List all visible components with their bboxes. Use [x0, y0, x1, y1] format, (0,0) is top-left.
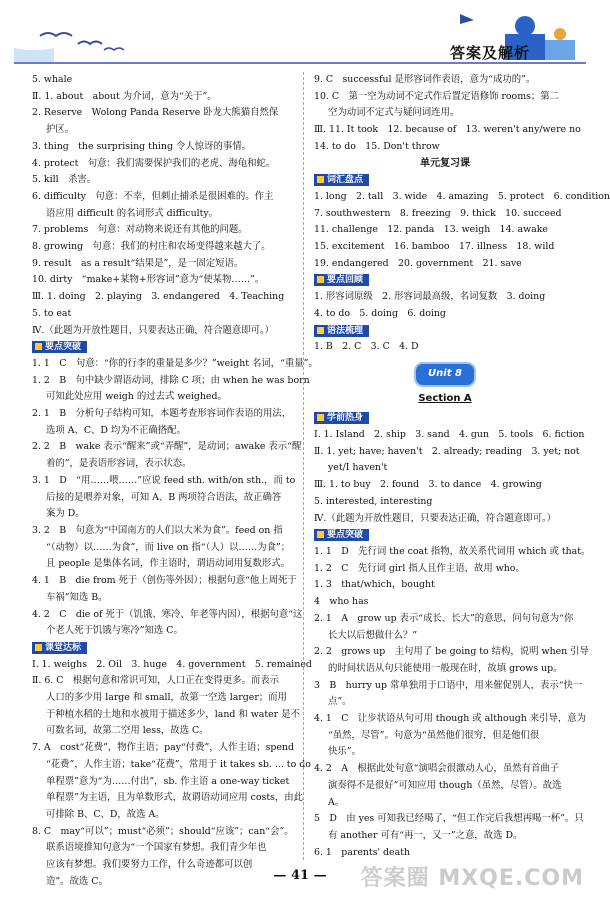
section-tag — [314, 325, 369, 337]
page-header — [0, 0, 600, 70]
section-tag — [314, 412, 369, 424]
tag-square-icon — [317, 276, 324, 283]
answer-line: 应该有梦想。我们要努力工作，什么奇迹都可以创 — [46, 859, 253, 871]
answer-line: 1. 形容词原级 2. 形容词最高级，名词复数 3. doing — [314, 291, 546, 303]
answer-line: 造”。故选 C。 — [46, 875, 108, 887]
answer-line: 个老人死于饥饿与寒冷”知选 C。 — [46, 625, 183, 637]
answer-line: 点”。 — [328, 696, 352, 708]
section-tag — [32, 642, 87, 654]
answer-line: 1. 3 that/which，bought — [314, 579, 435, 591]
answer-line: “（动物）以……为食”，而 live on 指“（人）以……为食”； — [46, 541, 291, 553]
section-tag — [32, 341, 87, 353]
header-rule — [14, 62, 586, 64]
answer-line: 14. to do 15. Don't throw — [314, 140, 440, 152]
answer-line: 且 people 是集体名词，作主语时，谓语动词用复数形式。 — [46, 558, 290, 570]
answer-line: 后接的是喂养对象，可知 A、B 两项符合语法，故正确答 — [46, 491, 282, 503]
watermark: 答案圈 MXQE.COM — [360, 866, 584, 891]
answer-line: 10. C 第一空为动词不定式作后置定语修饰 rooms；第二 — [314, 90, 560, 102]
answer-line: 5. kill 杀害。 — [32, 174, 97, 186]
answer-line: 5. interested, interesting — [314, 495, 433, 507]
answer-line: Ⅲ. 11. It took 12. because of 13. weren't any/were no — [314, 124, 581, 136]
unit-badge-label: Unit 8 — [414, 362, 476, 387]
header-title: 答案及解析 — [449, 44, 530, 62]
answer-line: 人口的多少用 large 和 small，故第一空选 larger；而用 — [46, 692, 287, 704]
answer-line: Ⅲ. 1. to buy 2. found 3. to dance 4. growing — [314, 479, 542, 491]
answer-line: 可知此处应用 weigh 的过去式 weighed。 — [46, 391, 227, 403]
section-tag — [314, 529, 369, 541]
answer-line: 1. long 2. tall 3. wide 4. amazing 5. protect 6. condition — [314, 190, 610, 202]
answer-line: 可排除 B、C、D，故选 A。 — [46, 808, 165, 820]
answer-line: 1. B 2. C 3. C 4. D — [314, 341, 419, 353]
tag-square-icon — [317, 414, 324, 421]
answer-line: 5 D 由 yes 可知我已经喝了，“但工作完后我想再喝一杯”。只 — [314, 813, 584, 825]
answer-line: 3. 2 B 句意为“中国南方的人们以大米为食”。feed on 指 — [32, 524, 283, 536]
section-tag-label: 学前热身 — [327, 413, 364, 424]
answer-line: 9. result as a result“结果是”，是一固定短语。 — [32, 257, 244, 269]
answer-line: 1. 2 C 先行词 girl 指人且作主语，故用 who。 — [314, 562, 525, 574]
section-tag — [314, 174, 369, 186]
right-column — [314, 72, 610, 861]
answer-line: Ⅱ. 6. C 根据句意和常识可知，人口正在变得更多。而表示 — [32, 675, 280, 687]
answer-line: “虽然，尽管”。句意为“虽然他们很穷，但是他们很 — [328, 729, 540, 741]
answer-line: 9. C successful 是形容词作表语，意为“成功的”。 — [314, 74, 536, 85]
answer-line: 4. protect 句意：我们需要保护我们的老虎、海龟和蛇。 — [32, 157, 276, 169]
answer-line: 护区。 — [46, 124, 75, 136]
answer-line: A。 — [328, 796, 345, 808]
answer-line: 4. 1 C 让步状语从句可用 though 或 although 来引导，意为 — [314, 713, 587, 725]
answer-line: 10. dirty “make+某物+形容词”意为“使某物……”。 — [32, 274, 265, 286]
answer-line: 2. 2 B wake 表示“醒来”或“弄醒”，是动词；awake 表示“醒 — [32, 441, 302, 453]
answer-line: 15. excitement 16. bamboo 17. illness 18. wild — [314, 241, 555, 253]
section-tag — [314, 274, 369, 286]
answer-line: 可数名词，故第二空用 less，故选 C。 — [46, 725, 209, 737]
answer-line: 4. to do 5. doing 6. doing — [314, 307, 446, 319]
tag-square-icon — [35, 343, 42, 350]
answer-line: Ⅰ. 1. Island 2. ship 3. sand 4. gun 5. tools 6. fiction — [314, 429, 585, 441]
left-column — [32, 72, 318, 890]
answer-line: 7. southwestern 8. freezing 9. thick 10. succeed — [314, 207, 562, 219]
answer-line: 6. difficulty 句意：不幸，但刺止捕杀是很困难的。作主 — [32, 190, 274, 202]
answer-line: 3. 1 D “用……喂……”应说 feed sth. with/on sth.，而 to — [32, 474, 296, 486]
answer-line: 3. thing the surprising thing 令人惊讶的事情。 — [32, 140, 251, 152]
answer-line: 19. endangered 20. government 21. save — [314, 257, 522, 269]
answer-line: 6. 1 parents' death — [314, 846, 411, 858]
answer-line: 选项 A、C、D 均为不正确搭配。 — [46, 424, 186, 436]
answer-line: Ⅱ. 1. about about 为介词，意为“关于”。 — [32, 90, 217, 102]
answer-line: 着的”，是表语形容词，表示状态。 — [46, 458, 192, 470]
section-tag-label: 要点突破 — [45, 342, 82, 353]
answer-line: 2. 2 grows up 主句用了 be going to 结构，说明 when 引导 — [314, 646, 589, 658]
tag-square-icon — [317, 176, 324, 183]
section-tag-label: 要点突破 — [327, 530, 364, 541]
answer-line: yet/I haven't — [328, 462, 388, 474]
section-tag-label: 课堂达标 — [45, 642, 82, 653]
answer-line: 4. 2 A 根据此处句意“演唱会很激动人心，虽然有首曲子 — [314, 763, 560, 775]
answer-line: Ⅳ.（此题为开放性题目，只要表达正确，符合题意即可。） — [32, 324, 275, 336]
tag-square-icon — [317, 531, 324, 538]
answer-line: Ⅰ. 1. weighs 2. Oil 3. huge 4. government 5. remained — [32, 658, 312, 670]
answer-line: 5. whale — [32, 74, 73, 85]
answer-line: 2. 1 B 分析句子结构可知，本题考查形容词作表语的用法， — [32, 408, 292, 420]
answer-line: 有 another 可有“再一，又一”之意，故选 D。 — [328, 829, 523, 841]
answer-line: 单程票”意为“为……付出”，sb. 作主语 a one-way ticket — [46, 775, 290, 787]
answer-line: 的时间状语从句只能使用一般现在时，故填 grows up。 — [328, 662, 563, 674]
answer-line: 4. 2 C die of 死于（饥饿、寒冷、年老等内因），根据句意“这 — [32, 608, 303, 620]
page-number: — 41 — — [273, 868, 327, 883]
section-tag-label: 语法梳理 — [327, 325, 364, 336]
answer-line: 于种植水稻的土地和水被用于描述多少，land 和 water 是不 — [46, 708, 300, 720]
answer-line: 7. problems 句意：对动物来说还有其他的问题。 — [32, 224, 248, 236]
section-tag-label: 词汇盘点 — [327, 175, 364, 186]
answer-line: 5. to eat — [32, 307, 72, 319]
answer-line: 演奏得不是很好”可知应用 though（虽然，尽管）。故选 — [328, 779, 562, 791]
section-tag-label: 要点回顾 — [327, 275, 364, 286]
answer-line: Ⅲ. 1. doing 2. playing 3. endangered 4. Teaching — [32, 291, 285, 303]
answer-line: 2. Reserve Wolong Panda Reserve 卧龙大熊猫自然保 — [32, 107, 279, 119]
unit-badge — [314, 362, 576, 387]
section-heading: Section A — [418, 392, 472, 404]
answer-line: 11. challenge 12. panda 13. weigh 14. awake — [314, 224, 548, 236]
answer-line: 车祸”知选 B。 — [46, 591, 108, 603]
answer-line: 案为 D。 — [46, 508, 85, 520]
tag-square-icon — [35, 644, 42, 651]
answer-line: 8. C may“可以”；must“必须”；should“应该”；can“会”。 — [32, 825, 294, 837]
answer-line: 4 who has — [314, 596, 369, 608]
answer-line: 7. A cost“花费”，物作主语；pay“付费”，人作主语；spend — [32, 742, 295, 754]
answer-line: 单程票”为主语，且为单数形式，故谓语动词应用 costs，由此 — [46, 792, 304, 804]
answer-line: 快乐”。 — [328, 746, 361, 758]
answer-line: 1. 1 C 句意：“你的行李的重量是多少？”weight 名词，“重量”。 — [32, 357, 318, 369]
answer-line: 联系语境推知句意为“一个国家有梦想。我们青少年也 — [46, 842, 267, 854]
answer-line: 语应用 difficult 的名词形式 difficulty。 — [46, 207, 219, 219]
answer-line: 3 B hurry up 常单独用于口语中，用来催促别人，表示“快一 — [314, 679, 583, 691]
answer-line: 1. 2 B 句中缺少谓语动词，排除 C 项；由 when he was born — [32, 374, 310, 386]
column-divider — [303, 72, 305, 860]
tag-square-icon — [317, 327, 324, 334]
answer-line: Ⅳ.（此题为开放性题目，只要表达正确，符合题意即可。） — [314, 512, 557, 524]
answer-line: 2. 1 A grow up 表示“成长、长大”的意思，问句句意为“你 — [314, 612, 574, 624]
answer-line: “花费”，人作主语；take“花费”，常用于 it takes sb. ... to do — [46, 758, 311, 770]
answer-line: 空为动词不定式与疑问词连用。 — [328, 107, 460, 119]
answer-line: 4. 1 B die from 死于（创伤等外因）；根据句意“他上周死于 — [32, 575, 297, 587]
answer-line: Ⅱ. 1. yet; have; haven't 2. already; reading 3. yet; not — [314, 445, 580, 457]
answer-line: 8. growing 句意：我们的村庄和农场变得越来越大了。 — [32, 241, 271, 253]
answer-line: 长大以后想做什么？” — [328, 629, 418, 641]
review-heading: 单元复习课 — [420, 157, 470, 169]
answer-line: 1. 1 D 先行词 the coat 指物，故关系代词用 which 或 that。 — [314, 545, 591, 557]
